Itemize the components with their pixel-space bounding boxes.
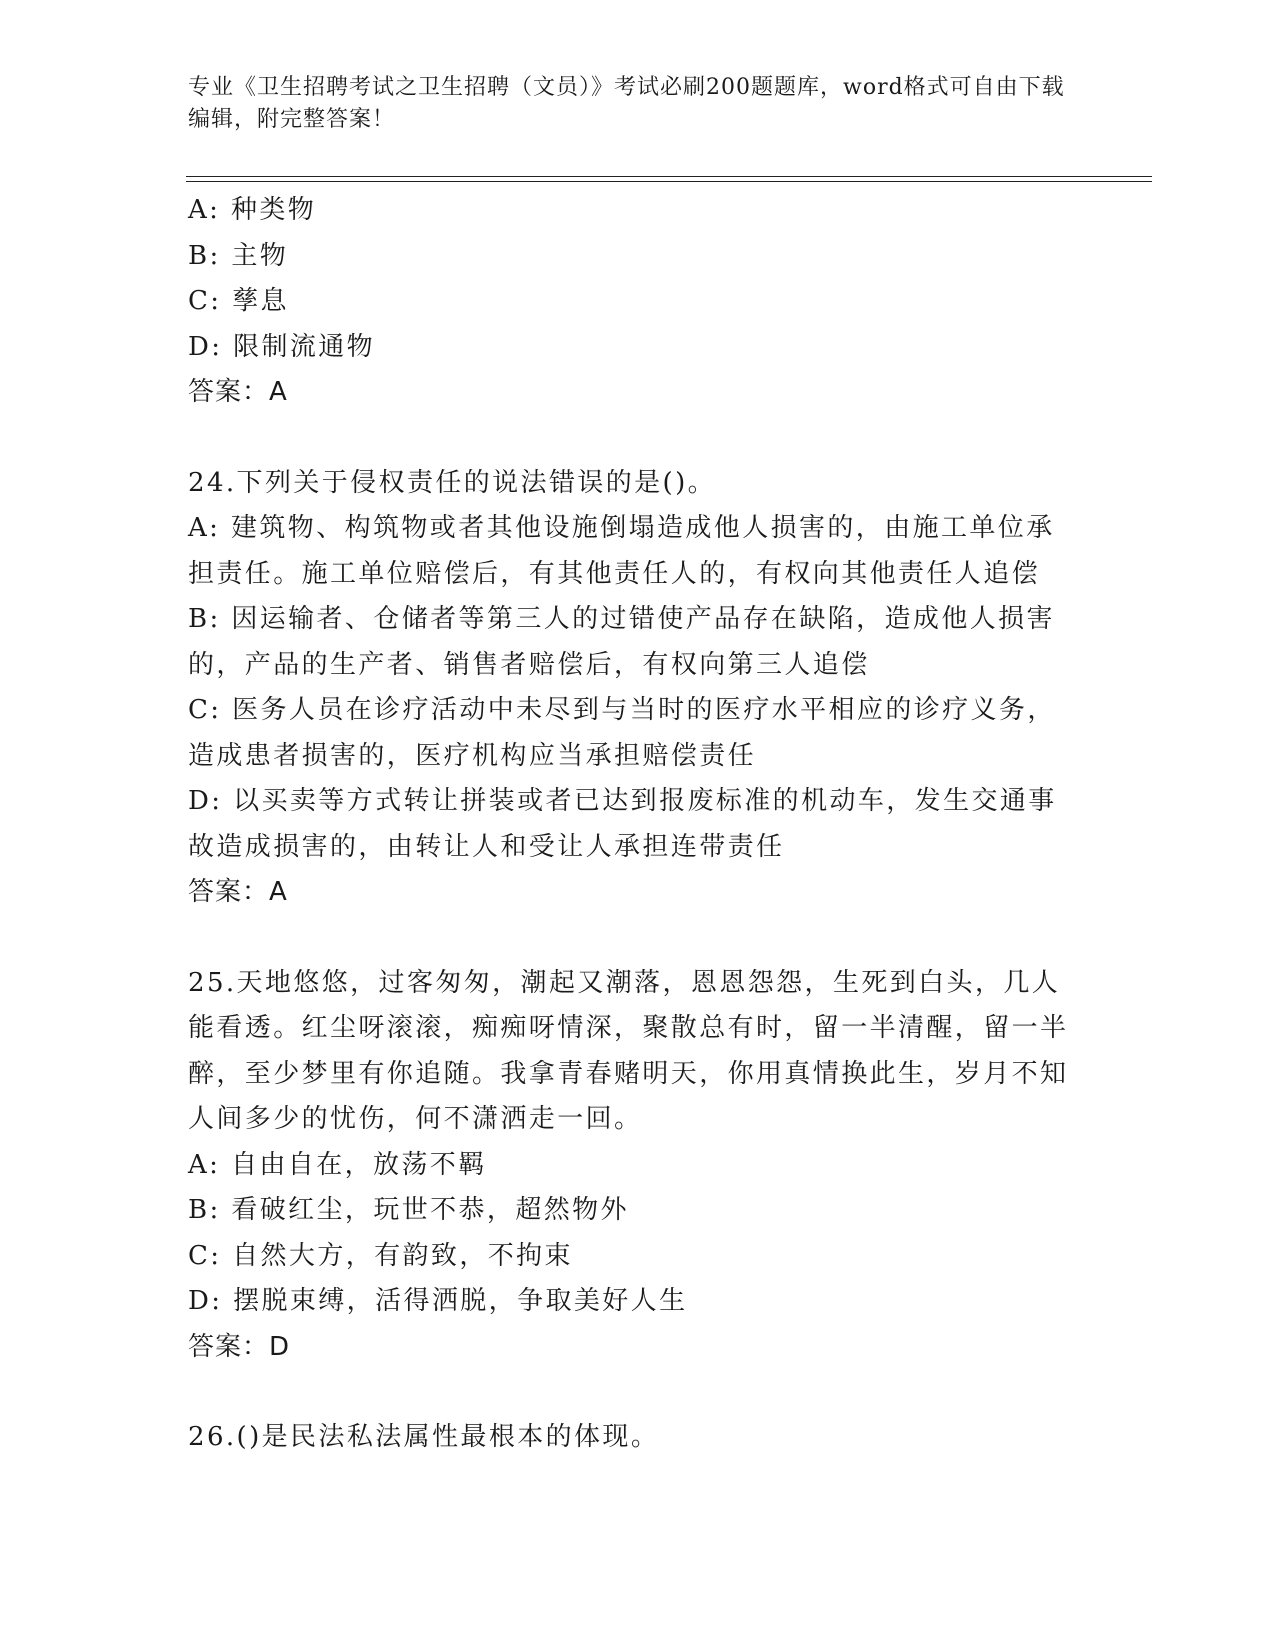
spacer <box>188 1370 1073 1415</box>
question-stem: 25.天地悠悠，过客匆匆，潮起又潮落，恩恩怨怨，生死到白头，几人能看透。红尘呀滚滚，痴痴呀情深，聚散总有时，留一半清醒，留一半醉，至少梦里有你追随。我拿青春赌明天，你用真情换此生，岁月不知人间多少的忧伤，何不潇洒走一回。 <box>188 967 1069 1134</box>
header-divider-bottom <box>186 181 1152 182</box>
header-divider-top <box>186 176 1152 177</box>
question-stem: 26.()是民法私法属性最根本的体现。 <box>188 1422 660 1452</box>
question-25 <box>188 961 1073 1371</box>
option-b: B: 主物 <box>188 240 289 271</box>
answer-label: 答案：A <box>188 377 288 407</box>
question-23 <box>188 188 1073 416</box>
answer-label: 答案：D <box>188 1331 291 1362</box>
option-c: C: 孳息 <box>188 286 289 316</box>
question-24 <box>188 461 1073 916</box>
question-stem: 24.下列关于侵权责任的说法错误的是()。 <box>188 467 717 498</box>
option-c: C: 自然大方，有韵致，不拘束 <box>188 1240 573 1271</box>
spacer <box>188 416 1073 461</box>
option-d: D: 以买卖等方式转让拼装或者已达到报废标准的机动车，发生交通事故造成损害的，由转让人和受让人承担连带责任 <box>188 786 1057 862</box>
option-a: A: 自由自在，放荡不羁 <box>188 1149 487 1180</box>
question-content <box>188 188 1073 1461</box>
option-b: B: 因运输者、仓储者等第三人的过错使产品存在缺陷，造成他人损害的，产品的生产者、销售者赔偿后，有权向第三人追偿 <box>188 604 1055 680</box>
answer-label: 答案：A <box>188 877 288 907</box>
spacer <box>188 916 1073 961</box>
question-26 <box>188 1415 1073 1461</box>
option-a: A: 种类物 <box>188 195 317 225</box>
document-header: 专业《卫生招聘考试之卫生招聘（文员）》考试必刷200题题库，word格式可自由下载编辑，附完整答案！ <box>188 75 1065 132</box>
option-d: D: 限制流通物 <box>188 331 376 362</box>
option-a: A: 建筑物、构筑物或者其他设施倒塌造成他人损害的，由施工单位承担责任。施工单位赔偿后，有其他责任人的，有权向其他责任人追偿 <box>188 513 1055 589</box>
option-b: B: 看破红尘，玩世不恭，超然物外 <box>188 1195 629 1225</box>
option-c: C: 医务人员在诊疗活动中未尽到与当时的医疗水平相应的诊疗义务，造成患者损害的，医疗机构应当承担赔偿责任 <box>188 695 1056 771</box>
option-d: D: 摆脱束缚，活得洒脱，争取美好人生 <box>188 1286 688 1316</box>
